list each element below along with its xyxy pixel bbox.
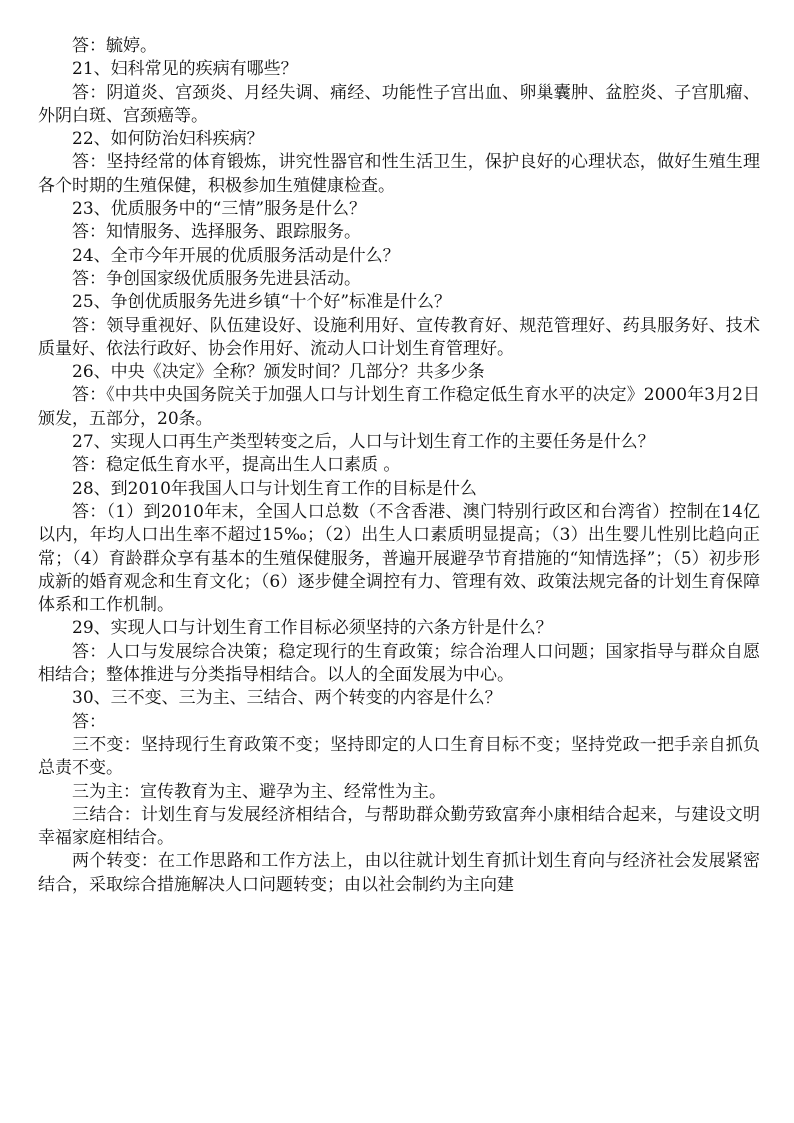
answer-20: 答：毓婷。 <box>72 36 157 56</box>
question-27: 27、实现人口再生产类型转变之后，人口与计划生育工作的主要任务是什么？ <box>72 432 655 453</box>
answer-30-three-combined: 三结合：计划生育与发展经济相结合，与帮助群众勤劳致富奔小康相结合起来，与建设文明幸福家庭相结合。 <box>38 804 760 849</box>
answer-28: 答：（1）到2010年末，全国人口总数（不含香港、澳门特别行政区和台湾省）控制在14亿以内，年均人口出生率不超过15‰；（2）出生人口素质明显提高；（3）出生婴儿性别比趋向正常；（4）育龄群众享有基本的生殖保健服务，普遍开展避孕节育措施的“知情选择”；（5）初步形成新的婚育观念和生育文化；（6）逐步健全调控有力、管理有效、政策法规完备的计划生育保障体系和工作机制。 <box>38 501 760 616</box>
answer-29: 答：人口与发展综合决策；稳定现行的生育政策；综合治理人口问题；国家指导与群众自愿相结合；整体推进与分类指导相结合。以人的全面发展为中心。 <box>38 641 760 686</box>
document-body <box>38 35 760 897</box>
answer-30-label: 答： <box>72 711 106 732</box>
answer-22: 答：坚持经常的体育锻炼，讲究性器官和性生活卫生，保护良好的心理状态，做好生殖生理各个时期的生殖保健，积极参加生殖健康检查。 <box>38 152 760 196</box>
answer-30-three-unchanged: 三不变：坚持现行生育政策不变；坚持即定的人口生育目标不变；坚持党政一把手亲自抓负总责不变。 <box>38 734 760 779</box>
question-23: 23、优质服务中的“三情”服务是什么？ <box>72 199 367 220</box>
answer-26: 答：《中共中央国务院关于加强人口与计划生育工作稳定低生育水平的决定》2000年3月2日颁发，五部分，20条。 <box>38 385 760 429</box>
answer-21: 答：阴道炎、宫颈炎、月经失调、痛经、功能性子宫出血、卵巢囊肿、盆腔炎、子宫肌瘤、外阴白斑、宫颈癌等。 <box>38 82 760 126</box>
answer-30-two-transformations: 两个转变：在工作思路和工作方法上，由以往就计划生育抓计划生育向与经济社会发展紧密结合，采取综合措施解决人口问题转变；由以社会制约为主向建 <box>38 851 760 895</box>
answer-30-three-primary: 三为主：宣传教育为主、避孕为主、经常性为主。 <box>72 781 446 802</box>
question-22: 22、如何防治妇科疾病？ <box>72 129 264 150</box>
answer-23: 答：知情服务、选择服务、跟踪服务。 <box>72 222 361 243</box>
answer-24: 答：争创国家级优质服务先进县活动。 <box>72 268 361 289</box>
question-21: 21、妇科常见的疾病有哪些？ <box>72 59 298 80</box>
question-25: 25、争创优质服务先进乡镇“十个好”标准是什么？ <box>72 292 452 313</box>
question-26: 26、中央《决定》全称？颁发时间？几部分？共多少条 <box>72 362 485 383</box>
question-29: 29、实现人口与计划生育工作目标必须坚持的六条方针是什么？ <box>72 618 553 639</box>
question-24: 24、全市今年开展的优质服务活动是什么？ <box>72 245 400 266</box>
question-28: 28、到2010年我国人口与计划生育工作的目标是什么 <box>72 478 477 499</box>
question-30: 30、三不变、三为主、三结合、两个转变的内容是什么？ <box>72 688 502 709</box>
answer-27: 答：稳定低生育水平，提高出生人口素质 。 <box>72 455 401 476</box>
answer-25: 答：领导重视好、队伍建设好、设施利用好、宣传教育好、规范管理好、药具服务好、技术质量好、依法行政好、协会作用好、流动人口计划生育管理好。 <box>38 315 760 359</box>
